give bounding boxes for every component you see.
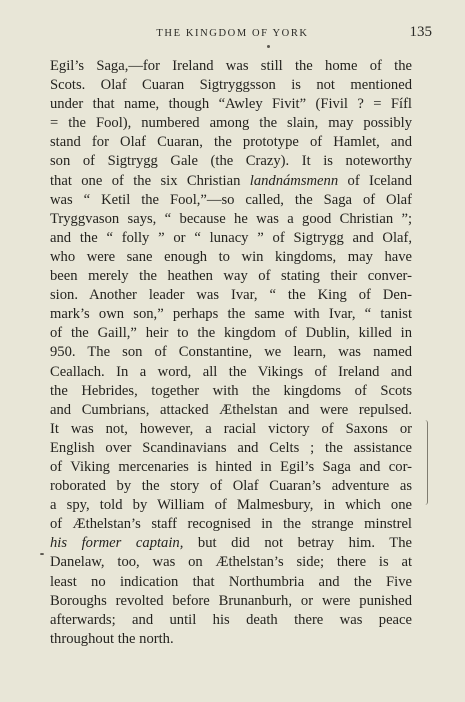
text-line-4: = the Fool), numbered among the slain, may possibly	[50, 115, 412, 132]
text-line-21: English over Scandinavians and Celts ; the assistance	[50, 439, 412, 456]
ink-speck	[267, 45, 270, 48]
text-line-27: Danelaw, too, was on Æthelstan’s side; there is at	[50, 554, 412, 571]
text-line-25: of Æthelstan’s staff recognised in the strange minstrel	[50, 516, 412, 533]
text-line-11: who were sane enough to win kingdoms, may have	[50, 248, 412, 265]
text-line-24: a spy, told by William of Malmesbury, in which one	[50, 497, 412, 514]
text-line-7-start: that one of the six Christian	[50, 172, 250, 189]
running-head-title: THE KINGDOM OF YORK	[156, 28, 309, 39]
text-line-10: and the “ folly ” or “ lunacy ” of Sigtrygg and Olaf,	[50, 229, 412, 246]
text-line-30: afterwards; and until his death there was peace	[50, 611, 412, 628]
text-line-20: It was not, however, a racial victory of Saxons or	[50, 420, 412, 437]
italic-landnamsmenn: landnámsmenn	[249, 172, 339, 189]
text-line-16: 950. The son of Constantine, we learn, was named	[50, 344, 412, 361]
running-head	[0, 22, 465, 44]
text-line-5: stand for Olaf Cuaran, the prototype of Hamlet, and	[50, 134, 412, 151]
text-line-22: of Viking mercenaries is hinted in Egil’s Saga and cor-	[50, 458, 412, 475]
text-line-1: Egil’s Saga,—for Ireland was still the home of the	[50, 58, 412, 74]
text-line-28: least no indication that Northumbria and the Five	[50, 573, 412, 590]
text-line-3: under that name, though “Awley Fivit” (Fivil ? = Fífl	[50, 96, 412, 113]
italic-his-former-captain: his former captain,	[50, 535, 184, 552]
text-line-23: roborated by the story of Olaf Cuaran’s adventure as	[50, 478, 412, 495]
text-line-15: of the Gaill,” heir to the kingdom of Dublin, killed in	[50, 325, 412, 342]
text-line-18: the Hebrides, together with the kingdoms of Scots	[50, 382, 412, 399]
text-line-12: been merely the heathen way of stating their conver-	[50, 268, 412, 285]
text-line-9: Tryggvason says, “ because he was a good Christian ”;	[50, 210, 412, 227]
text-line-7	[50, 172, 412, 191]
text-line-7-end: of Iceland	[338, 172, 412, 189]
text-line-14: mark’s own son,” perhaps the same with Ivar, “ tanist	[50, 306, 412, 323]
text-line-13: sion. Another leader was Ivar, “ the King of Den-	[50, 287, 412, 304]
text-line-8: was “ Ketil the Fool,”—so called, the Saga of Olaf	[50, 191, 412, 208]
page-number: 135	[409, 24, 432, 40]
text-line-29: Boroughs revolted before Brunanburh, or were punished	[50, 592, 412, 609]
text-line-19: and Cumbrians, attacked Æthelstan and were repulsed.	[50, 401, 412, 418]
text-line-6: son of Sigtrygg Gale (the Crazy). It is noteworthy	[50, 153, 412, 170]
text-line-26	[50, 534, 412, 553]
text-line-26-end: but did not betray him. The	[183, 535, 412, 552]
body-text	[50, 57, 412, 649]
text-line-2: Scots. Olaf Cuaran Sigtryggsson is not mentioned	[50, 77, 412, 94]
text-line-31: throughout the north.	[50, 630, 174, 647]
ink-speck	[40, 553, 44, 555]
text-line-17: Ceallach. In a word, all the Vikings of Ireland and	[50, 363, 412, 380]
margin-pencil-mark	[425, 420, 428, 505]
